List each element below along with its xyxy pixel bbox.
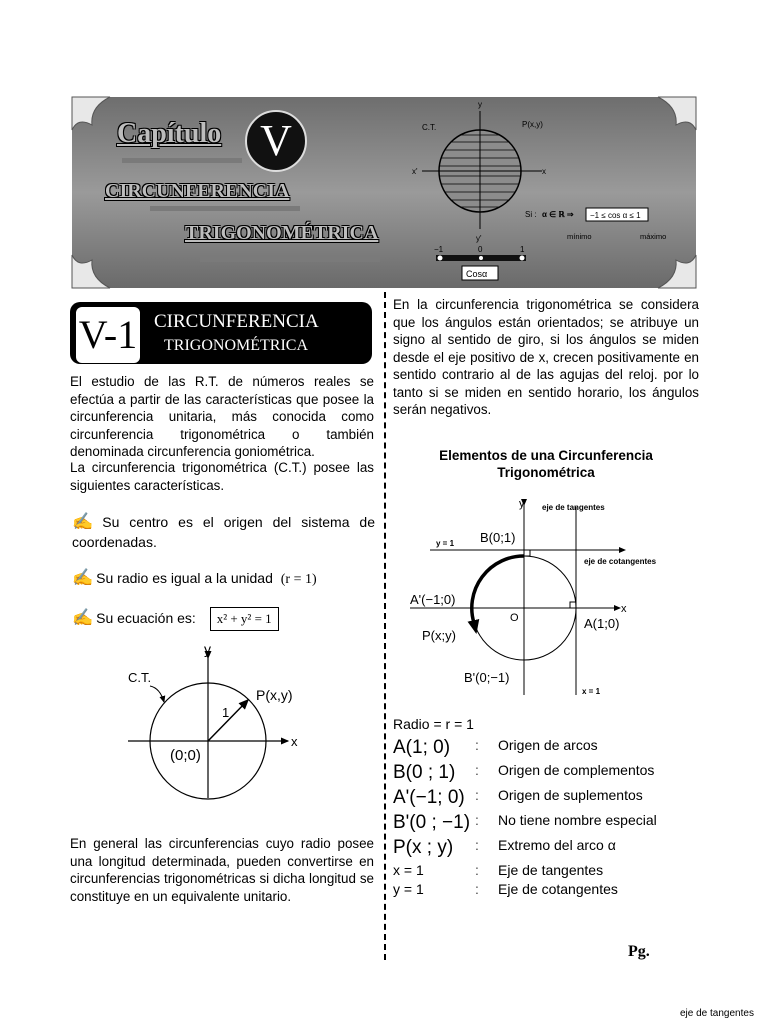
elements-figure — [400, 495, 700, 700]
svg-text:eje de cotangentes: eje de cotangentes — [584, 557, 657, 566]
bullet-equation: ✍ Su ecuación es: x² + y² = 1 — [72, 607, 375, 631]
pencil-icon: ✍ — [72, 512, 100, 531]
svg-text:x = 1: x = 1 — [582, 687, 601, 696]
intro-paragraph-2: La circunferencia trigonométrica (C.T.) posee las siguientes características. — [70, 460, 374, 493]
svg-text:y: y — [519, 498, 525, 510]
pencil-icon: ✍ — [72, 568, 94, 587]
svg-text:y': y' — [476, 234, 482, 243]
svg-text:A(1;0): A(1;0) — [584, 616, 620, 631]
bullet-center: ✍ Su centro es el origen del sistema de coordenadas. — [72, 512, 375, 550]
orientation-paragraph: En la circunferencia trigonométrica se considera que los ángulos están orientados; se atribuye un signo al sentido de giro, si los ángulos se miden desde el eje positivo de x, crecen positivamente en sentido contrario al de las agujas del reloj. por lo tanto si se miden en sentido horario, los ángulos serán negativos. — [393, 297, 699, 417]
svg-text:y = 1: y = 1 — [436, 539, 455, 548]
svg-text:B'(0;−1): B'(0;−1) — [464, 670, 510, 685]
svg-text:máximo: máximo — [640, 232, 667, 241]
equation-box: x² + y² = 1 — [210, 607, 279, 631]
svg-text:Si :: Si : — [525, 210, 537, 219]
svg-text:eje de tangentes: eje de tangentes — [542, 503, 605, 512]
radio-line: Radio = r = 1 — [393, 716, 474, 732]
closing-paragraph: En general las circunferencias cuyo radio posee una longitud determinada, pueden convertirse en circunferencias trigonométricas si dicha longitud se constituye en un equivalente unitario. — [70, 836, 374, 904]
svg-text:−1 ≤ cos α ≤ 1: −1 ≤ cos α ≤ 1 — [590, 211, 641, 220]
svg-text:P(x;y): P(x;y) — [422, 628, 456, 643]
svg-text:mínimo: mínimo — [567, 232, 592, 241]
point-label: P(x,y) — [256, 687, 293, 703]
axis-x-label: x — [291, 734, 298, 749]
svg-text:y: y — [478, 100, 482, 109]
banner-title-line1: CIRCUNFERENCIA — [105, 180, 290, 202]
svg-text:1: 1 — [520, 245, 525, 254]
chapter-number: V — [245, 110, 307, 172]
pencil-icon: ✍ — [72, 608, 94, 627]
footer-text: eje de tangentes — [680, 1008, 754, 1019]
svg-text:x: x — [542, 167, 546, 176]
svg-text:Cosα: Cosα — [466, 269, 488, 279]
unit-circle-figure — [120, 640, 310, 800]
chapter-label: Capítulo — [117, 118, 222, 149]
ct-label: C.T. — [128, 670, 152, 685]
elements-subtitle: Elementos de una Circunferencia Trigonométrica — [439, 448, 653, 480]
section-number: V-1 — [76, 307, 140, 363]
radius-note: (r = 1) — [280, 572, 317, 587]
bullet-radius: ✍ Su radio es igual a la unidad (r = 1) — [72, 568, 317, 587]
svg-text:x': x' — [412, 167, 418, 176]
banner-title-line2: TRIGONOMÉTRICA — [185, 222, 379, 244]
svg-text:x: x — [621, 603, 627, 615]
section-title-line2: TRIGONOMÉTRICA — [164, 337, 308, 354]
section-title-line1: CIRCUNFERENCIA — [154, 311, 319, 332]
axis-y-label: y — [204, 641, 211, 657]
section-header — [70, 302, 372, 364]
svg-text:C.T.: C.T. — [422, 123, 437, 132]
intro-paragraph: El estudio de las R.T. de números reales se efectúa a partir de las características que posee la circunferencia unitaria, más conocida como circunferencia trigonométrica o también denominada circunferencia goniométrica. — [70, 374, 374, 459]
svg-text:−1: −1 — [434, 245, 444, 254]
page-label: Pg. — [628, 943, 650, 960]
svg-text:0: 0 — [478, 245, 483, 254]
radius-label: 1 — [222, 705, 230, 720]
elements-table: A(1; 0) : Origen de arcos B(0 ; 1) : Origen de complementos A'(−1; 0) : Origen de suplementos B'(0 ; −1) : No tiene nombre especial P(x ; y) : Extremo del arco α x = 1 : Eje de tangentes y = 1 : Eje de cotangentes — [393, 737, 657, 897]
origin-label: (0;0) — [170, 747, 201, 764]
svg-text:α ∈ ℝ ⇒: α ∈ ℝ ⇒ — [542, 210, 574, 219]
svg-text:B(0;1): B(0;1) — [480, 530, 516, 545]
svg-text:P(x,y): P(x,y) — [522, 120, 543, 129]
svg-text:A'(−1;0): A'(−1;0) — [410, 592, 456, 607]
column-divider — [384, 292, 386, 960]
svg-text:O: O — [510, 612, 519, 624]
